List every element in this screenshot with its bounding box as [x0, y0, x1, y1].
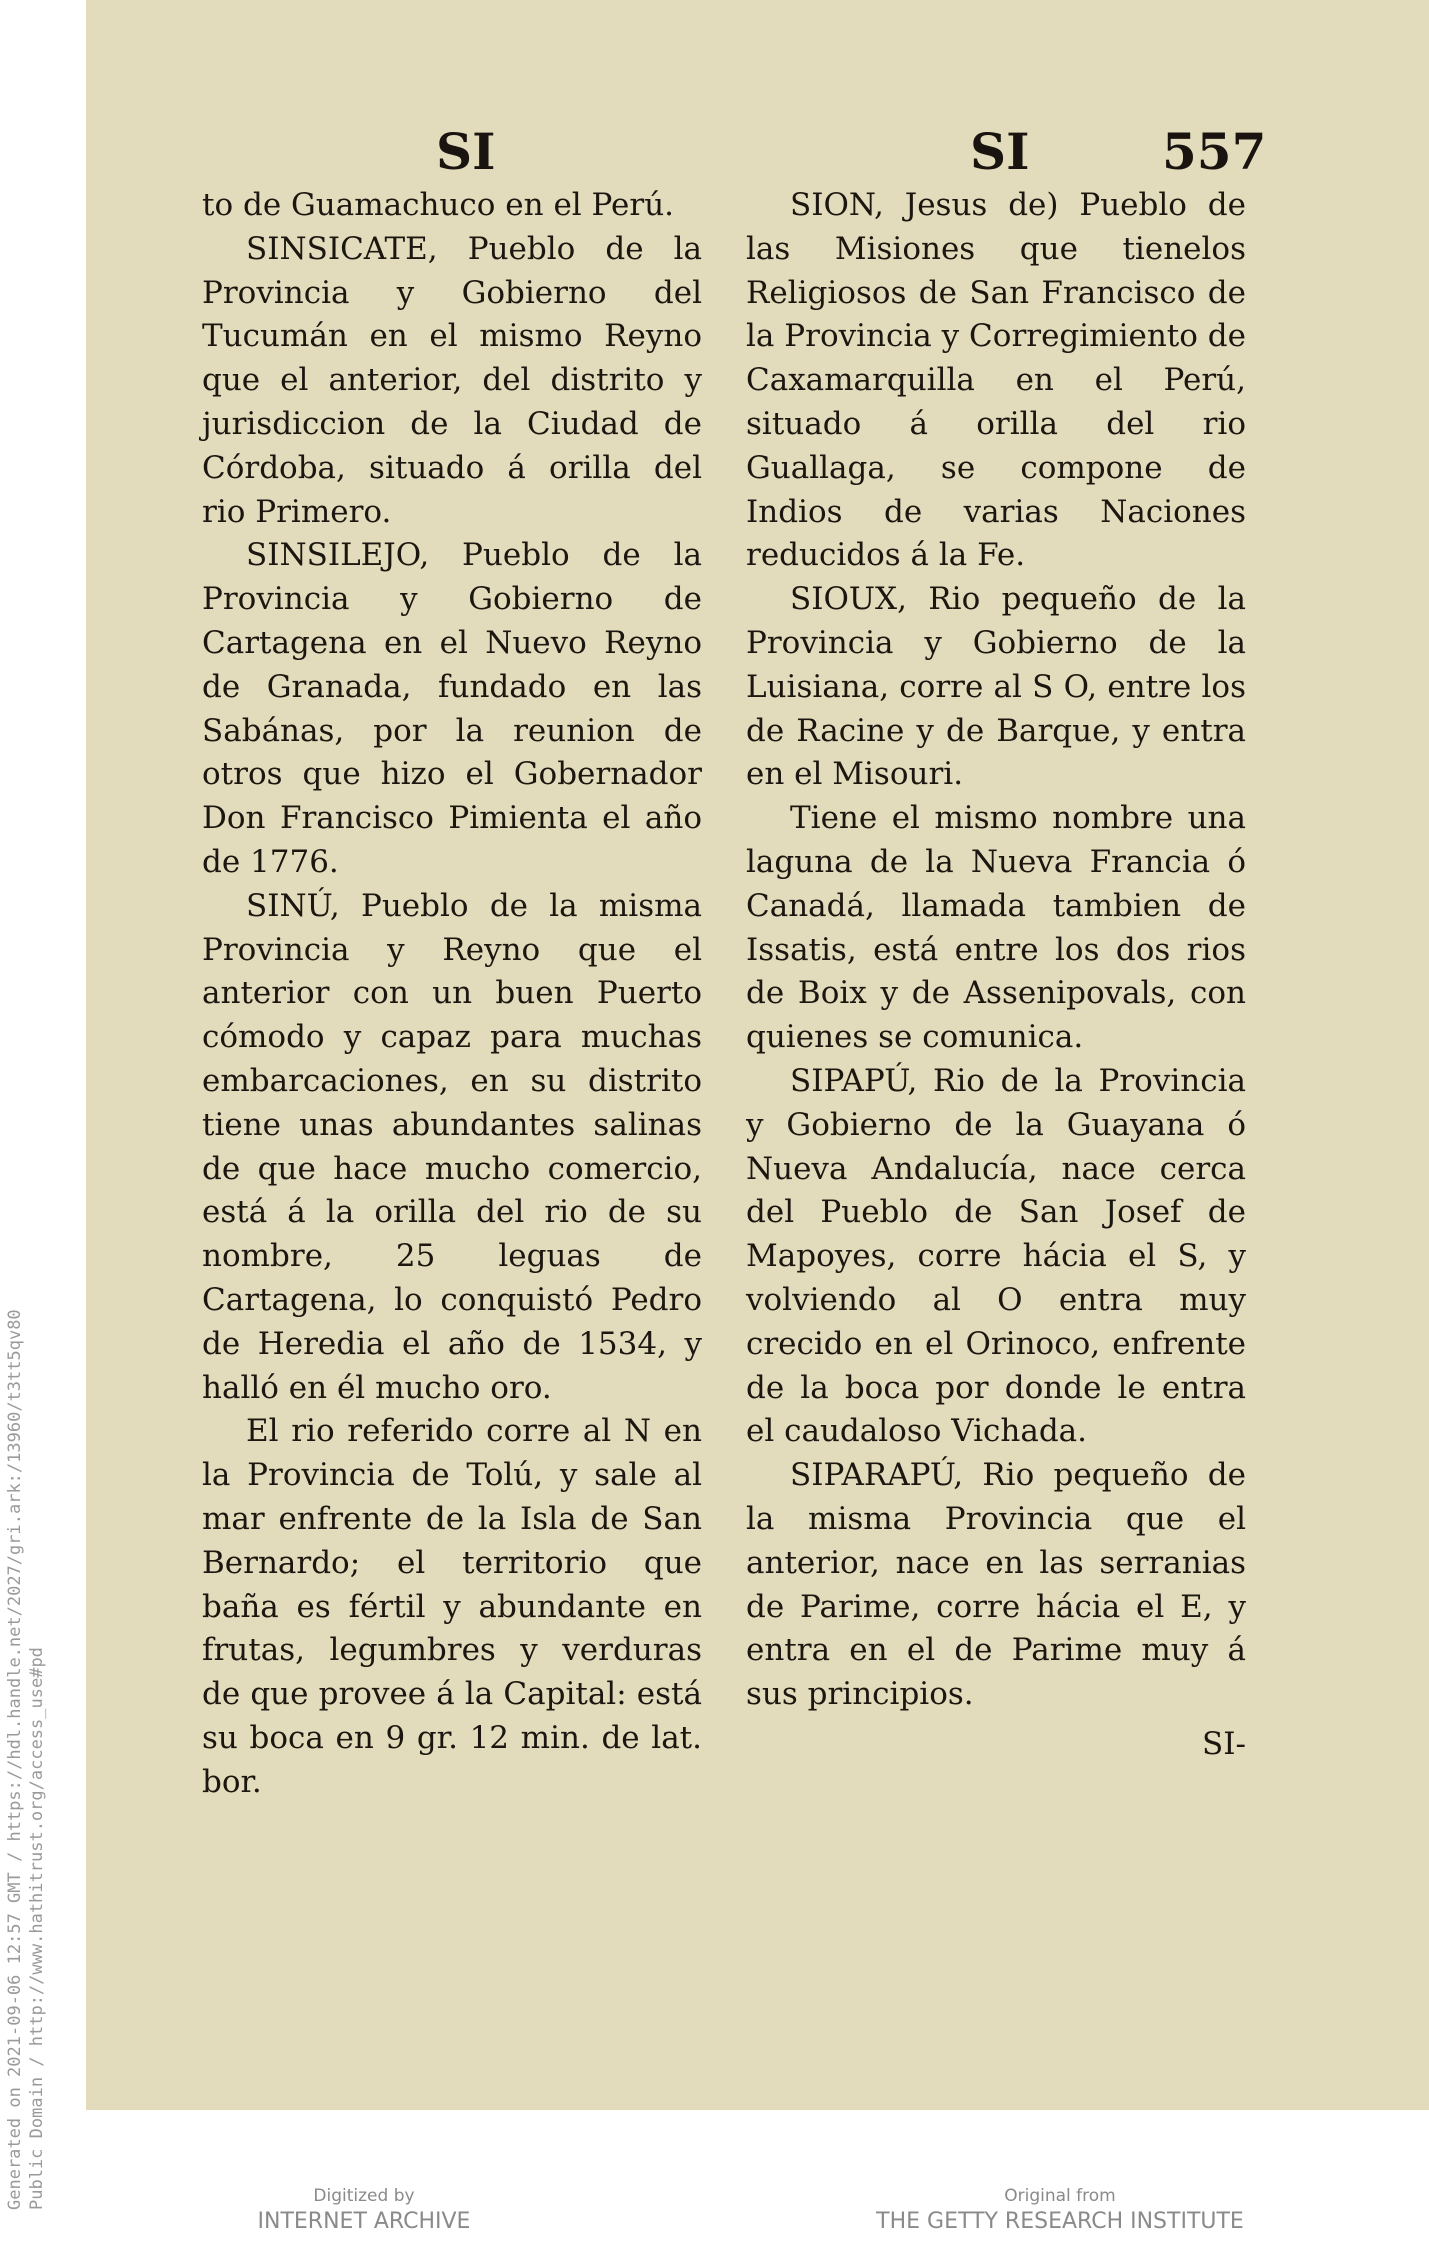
- entry-siparapu: SIPARAPÚ, Rio pequeño de la misma Provincia que el anterior, nace en las serranias de Parime, corre hácia el E, y entra en el de Parime muy á sus principios.: [746, 1457, 1246, 1713]
- internet-archive-label: INTERNET ARCHIVE: [257, 2209, 471, 2234]
- paragraph-continuation: to de Guamachuco en el Perú.: [202, 187, 675, 223]
- public-domain-note: Public Domain / http://www.hathitrust.org/access_use#pd: [27, 1647, 47, 2210]
- entry-sion: SION, Jesus de) Pueblo de las Misiones que tienelos Religiosos de San Francisco de la Provincia y Corregimiento de Caxamarquilla en el Perú, situado á orilla del rio Guallaga, se compone de Indios de varias Naciones reducidos á la Fe.: [746, 187, 1246, 574]
- entry-laguna: Tiene el mismo nombre una laguna de la Nueva Francia ó Canadá, llamada tambien de Issatis, está entre los dos rios de Boix y de Assenipovals, con quienes se comunica.: [746, 800, 1246, 1056]
- right-column: [746, 184, 1246, 1767]
- footer-original: [860, 2184, 1260, 2236]
- side-watermark-note: [0, 1100, 50, 2220]
- page-number: 557: [1162, 122, 1267, 181]
- getty-label: THE GETTY RESEARCH INSTITUTE: [876, 2209, 1244, 2234]
- entry-sipapu: SIPAPÚ, Rio de la Provincia y Gobierno de la Guayana ó Nueva Andalucía, nace cerca del Pueblo de San Josef de Mapoyes, corre hácia el S, y volviendo al O entra muy crecido en el Orinoco, enfrente de la boca por donde le entra el caudaloso Vichada.: [746, 1062, 1246, 1450]
- entry-rio-sinu: El rio referido corre al N en la Provincia de Tolú, y sale al mar enfrente de la Isla de San Bernardo; el territorio que baña es fértil y abundante en frutas, legumbres y verduras de que provee á la Capital: está su boca en 9 gr. 12 min. de lat. bor.: [202, 1413, 702, 1800]
- entry-sinsilejo: SINSILEJO, Pueblo de la Provincia y Gobierno de Cartagena en el Nuevo Reyno de Granada, fundado en las Sabánas, por la reunion de otros que hizo el Gobernador Don Francisco Pimienta el año de 1776.: [202, 537, 702, 880]
- left-column: [202, 184, 702, 1804]
- right-running-head: SI: [970, 122, 1030, 181]
- original-from-label: Original from: [1004, 2186, 1116, 2206]
- entry-sinsicate: SINSICATE, Pueblo de la Provincia y Gobierno del Tucumán en el mismo Reyno que el anterior, del distrito y jurisdiccion de la Ciudad de Córdoba, situado á orilla del rio Primero.: [202, 230, 702, 530]
- footer-digitized: [214, 2184, 514, 2236]
- entry-sinu: SINÚ, Pueblo de la misma Provincia y Reyno que el anterior con un buen Puerto cómodo y capaz para muchas embarcaciones, en su distrito tiene unas abundantes salinas de que hace mucho comercio, está á la orilla del rio de su nombre, 25 leguas de Cartagena, lo conquistó Pedro de Heredia el año de 1534, y halló en él mucho oro.: [202, 887, 702, 1406]
- catchword: SI-: [1202, 1725, 1246, 1762]
- generated-note: Generated on 2021-09-06 12:57 GMT / https://hdl.handle.net/2027/gri.ark:/13960/t3tt5qv80: [5, 1309, 25, 2210]
- digitized-by-label: Digitized by: [313, 2186, 415, 2206]
- left-running-head: SI: [436, 122, 496, 181]
- entry-sioux: SIOUX, Rio pequeño de la Provincia y Gobierno de la Luisiana, corre al S O, entre los de Racine y de Barque, y entra en el Misouri.: [746, 581, 1246, 793]
